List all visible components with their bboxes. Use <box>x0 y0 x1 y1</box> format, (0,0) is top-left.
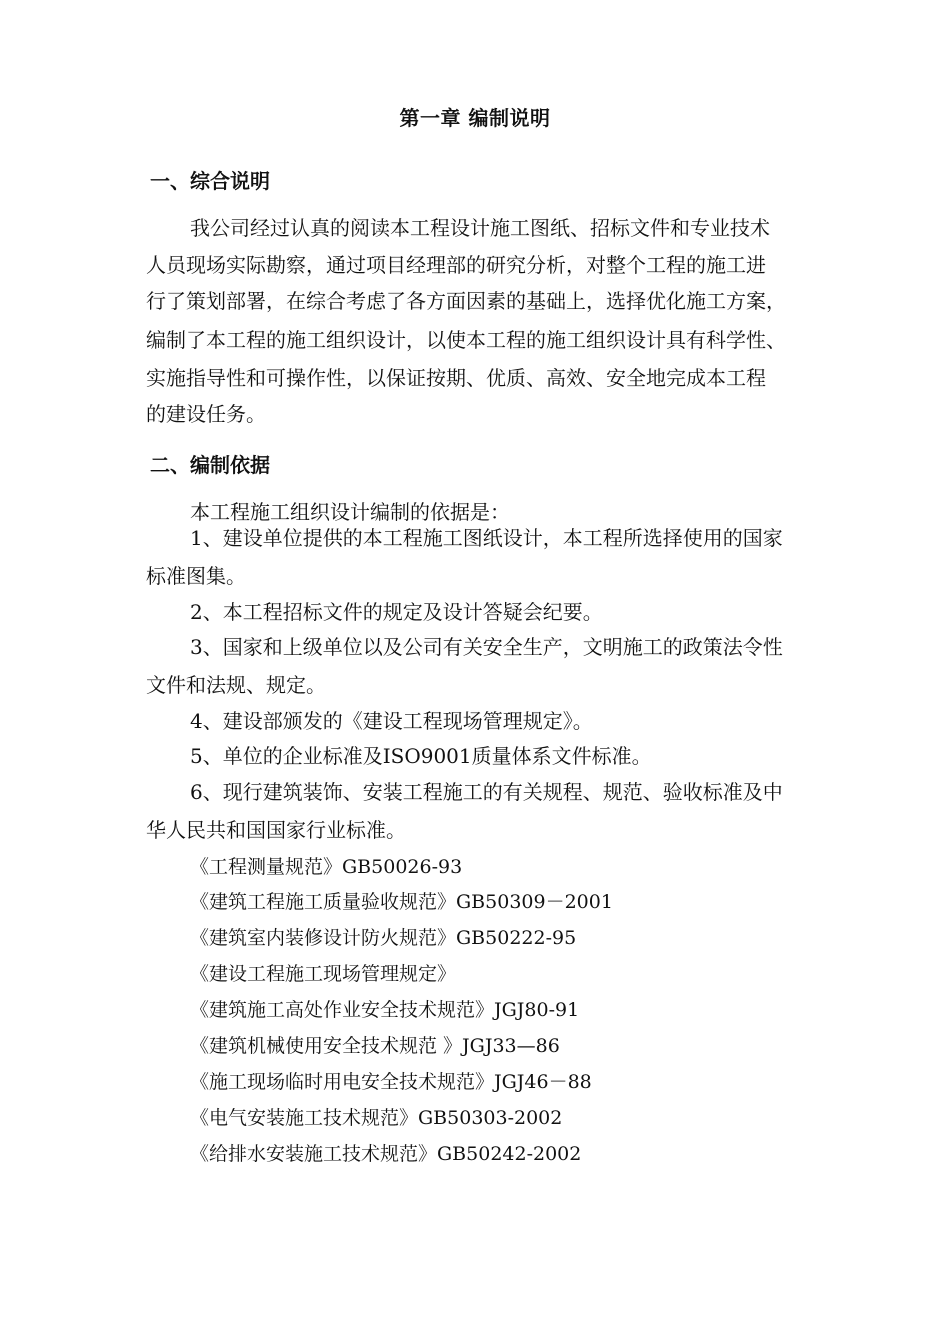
basis-item-6: 6、现行建筑装饰、安装工程施工的有关规程、规范、验收标准及中 <box>190 780 783 804</box>
section-heading-basis: 二、编制依据 <box>150 453 270 477</box>
standard-reference: 《建筑工程施工质量验收规范》GB50309－2001 <box>190 891 613 913</box>
standard-reference: 《建设工程施工现场管理规定》 <box>190 963 457 985</box>
standard-reference: 《建筑机械使用安全技术规范 》JGJ33—86 <box>190 1035 560 1057</box>
standard-reference: 《工程测量规范》GB50026-93 <box>190 856 463 878</box>
standard-reference: 《电气安装施工技术规范》GB50303-2002 <box>190 1107 563 1129</box>
section-heading-overview: 一、综合说明 <box>150 169 270 193</box>
standard-reference: 《建筑施工高处作业安全技术规范》JGJ80-91 <box>190 999 580 1021</box>
paragraph-line: 实施指导性和可操作性，以保证按期、优质、高效、安全地完成本工程 <box>146 366 766 390</box>
paragraph-line: 我公司经过认真的阅读本工程设计施工图纸、招标文件和专业技术 <box>190 216 770 240</box>
standard-reference: 《建筑室内装修设计防火规范》GB50222-95 <box>190 927 577 949</box>
basis-item-5: 5、单位的企业标准及ISO9001质量体系文件标准。 <box>190 744 652 768</box>
paragraph-line: 人员现场实际勘察，通过项目经理部的研究分析，对整个工程的施工进 <box>146 253 766 277</box>
basis-item-1-cont: 标准图集。 <box>146 564 246 588</box>
basis-item-6-cont: 华人民共和国国家行业标准。 <box>146 818 406 842</box>
paragraph-line: 编制了本工程的施工组织设计，以使本工程的施工组织设计具有科学性、 <box>146 328 786 352</box>
paragraph-line: 的建设任务。 <box>146 402 266 426</box>
basis-intro: 本工程施工组织设计编制的依据是： <box>190 500 510 524</box>
basis-item-1: 1、建设单位提供的本工程施工图纸设计，本工程所选择使用的国家 <box>190 526 783 550</box>
basis-item-2: 2、本工程招标文件的规定及设计答疑会纪要。 <box>190 600 603 624</box>
paragraph-line: 行了策划部署，在综合考虑了各方面因素的基础上，选择优化施工方案， <box>146 289 786 313</box>
chapter-title: 第一章 编制说明 <box>399 106 551 130</box>
basis-item-4: 4、建设部颁发的《建设工程现场管理规定》。 <box>190 709 593 733</box>
standard-reference: 《给排水安装施工技术规范》GB50242-2002 <box>190 1143 582 1165</box>
basis-item-3: 3、国家和上级单位以及公司有关安全生产，文明施工的政策法令性 <box>190 635 783 659</box>
basis-item-3-cont: 文件和法规、规定。 <box>146 673 326 697</box>
standard-reference: 《施工现场临时用电安全技术规范》JGJ46－88 <box>190 1071 592 1093</box>
